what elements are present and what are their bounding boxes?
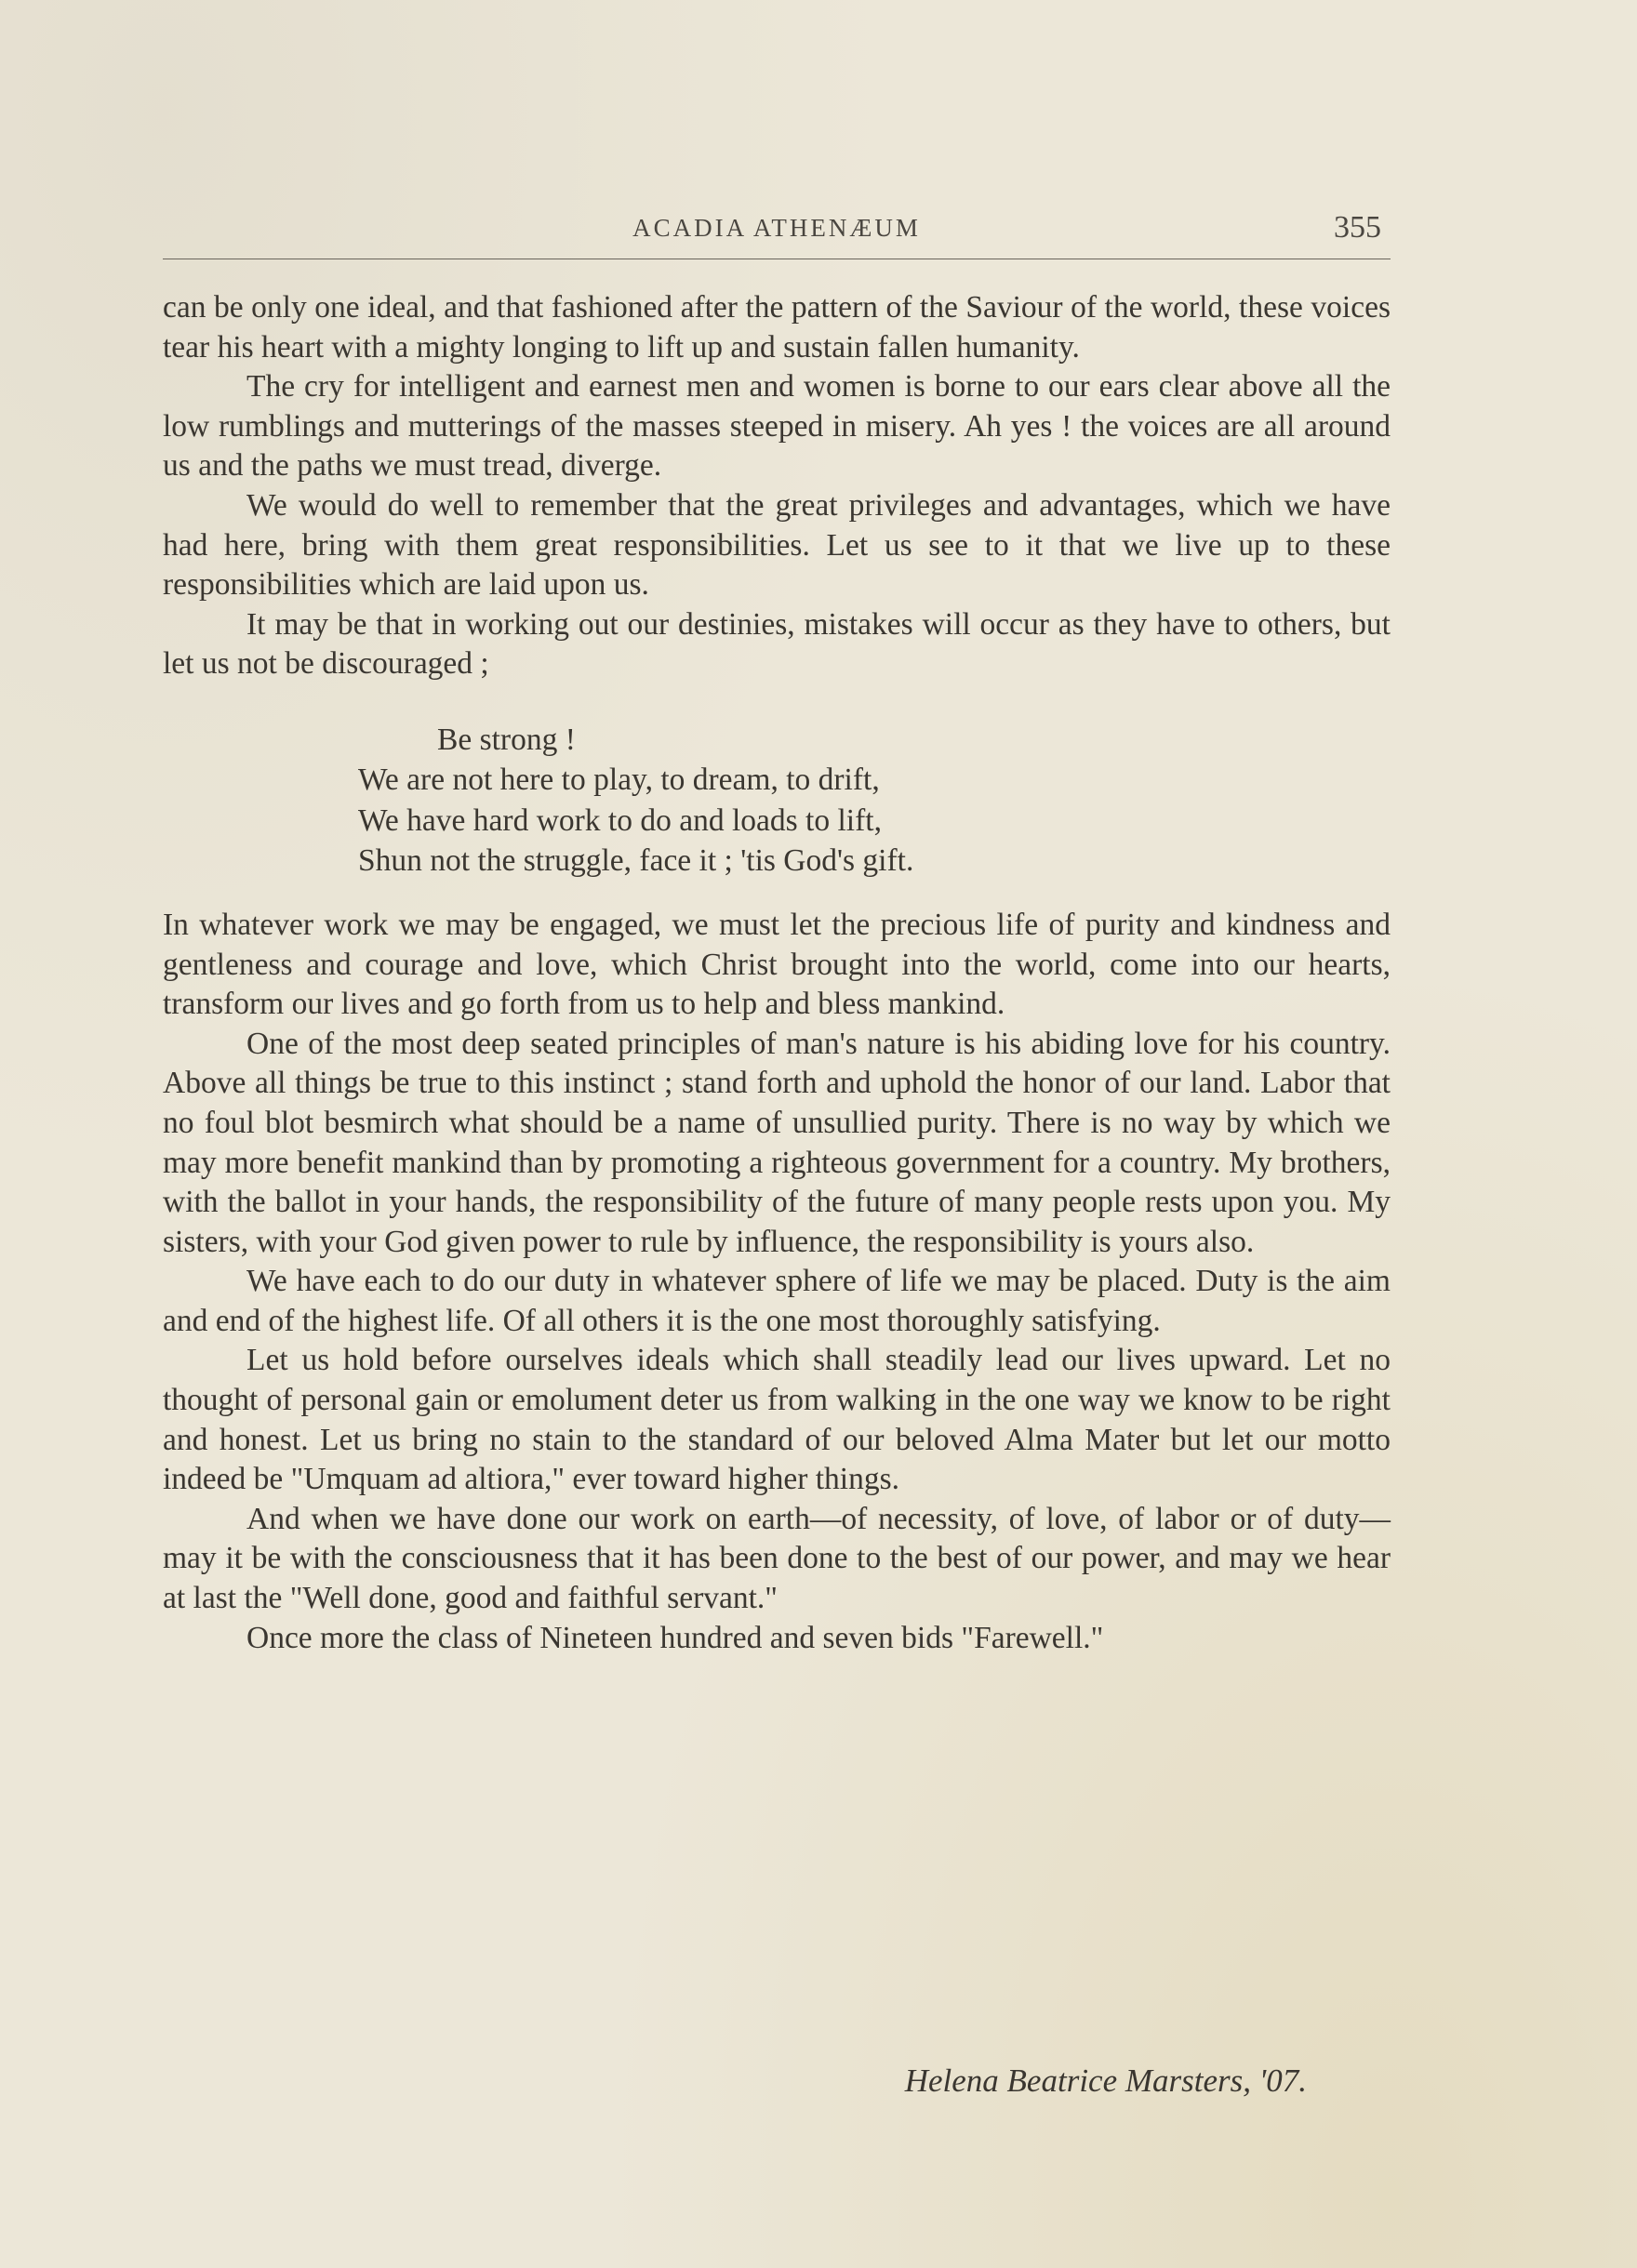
author-signature: Helena Beatrice Marsters, '07. (904, 2062, 1307, 2099)
paragraph: We have each to do our duty in whatever sphere of life we may be placed. Duty is the aim and end of the highest life. Of all others it is the one most thoroughly satisfying. (163, 1264, 1391, 1338)
running-head (163, 210, 1391, 255)
paragraph: It may be that in working out our destinies, mistakes will occur as they have to others, but let us not be discouraged ; (163, 606, 1391, 682)
paragraph: And when we have done our work on earth—of necessity, of love, of labor or of duty—may it be with the consciousness that it has been done to the best of our power, and may we hear at last the "Well done, good and faithful servant." (163, 1501, 1391, 1616)
paragraph: Once more the class of Nineteen hundred and seven bids "Farewell." (246, 1620, 1104, 1655)
paragraph: One of the most deep seated principles of man's nature is his abiding love for his country. Above all things be true to this instinct ; stand forth and uphold the honor of our land. Labor that no foul blot besmirch what should be a name of unsullied purity. There is no way by which we may more benefit mankind than by promoting a righteous government for a country. My brothers, with the ballot in your hands, the responsibility of the future of many people rests upon you. My sisters, with your God given power to rule by influence, the responsibility is yours also. (163, 1026, 1391, 1259)
poem-line: We have hard work to do and loads to lift, (358, 802, 882, 838)
paragraph: The cry for intelligent and earnest men and women is borne to our ears clear above all the low rumblings and mutterings of the masses steeped in misery. Ah yes ! the voices are all around us and the paths we must tread, diverge. (163, 369, 1391, 484)
paragraph: We would do well to remember that the great privileges and advantages, which we have had here, bring with them great responsibilities. Let us see to it that we live up to these responsibilities which are laid upon us. (163, 487, 1391, 603)
paragraph: In whatever work we may be engaged, we must let the precious life of purity and kindness and gentleness and courage and love, which Christ brought into the world, come into our hearts, transform our lives and go forth from us to help and bless mankind. (163, 907, 1391, 1022)
poem-line: Shun not the struggle, face it ; 'tis God's gift. (358, 843, 914, 879)
paragraph: Let us hold before ourselves ideals which shall steadily lead our lives upward. Let no thought of personal gain or emolument deter us from walking in the one way we know to be right and honest. Let us bring no stain to the standard of our beloved Alma Mater but let our motto indeed be "Umquam ad altiora," ever toward higher things. (163, 1343, 1391, 1497)
poem-line: We are not here to play, to dream, to drift, (358, 763, 880, 798)
paragraph: can be only one ideal, and that fashioned after the pattern of the Saviour of the world, these voices tear his heart with a mighty longing to lift up and sustain fallen humanity. (163, 290, 1391, 365)
poem (358, 720, 1391, 882)
poem-line: Be strong ! (437, 722, 576, 757)
page-number: 355 (1334, 210, 1381, 245)
running-title: ACADIA ATHENÆUM (632, 214, 921, 242)
article-body (163, 288, 1391, 1658)
